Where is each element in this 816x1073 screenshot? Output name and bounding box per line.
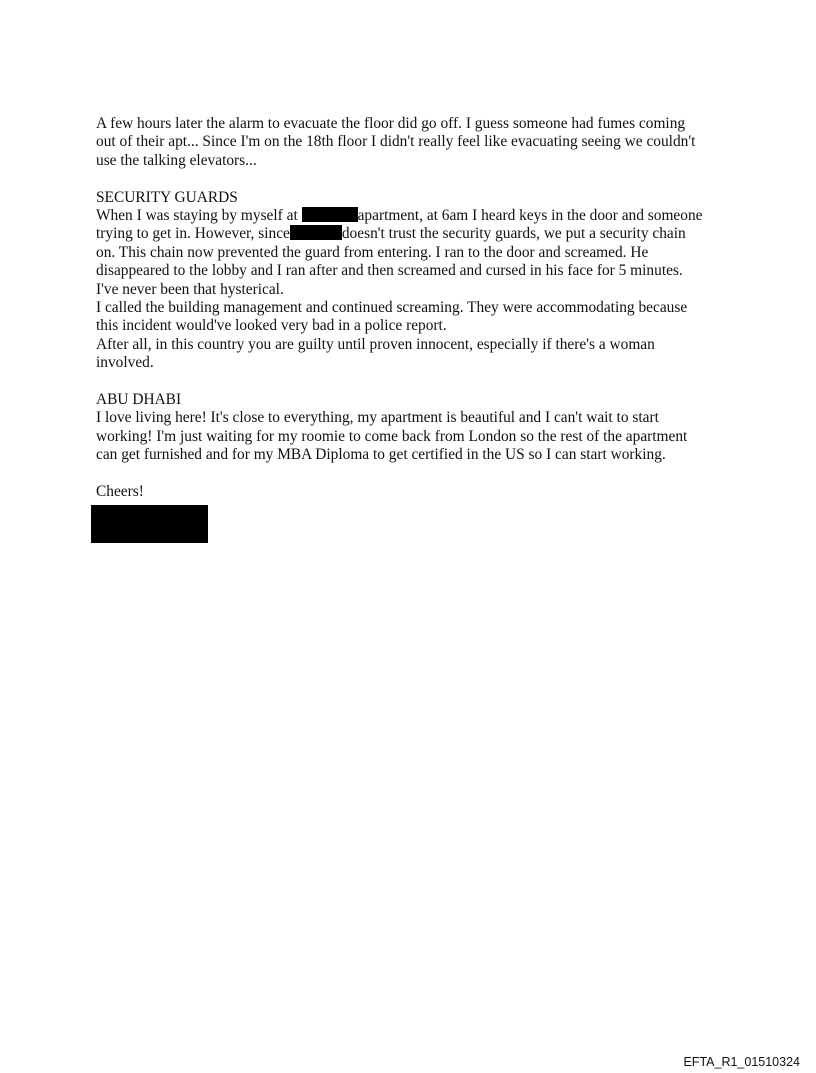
body-line: use the talking elevators... bbox=[96, 151, 257, 169]
body-line: I called the building management and continued screaming. They were accommodating because bbox=[96, 298, 688, 316]
body-line bbox=[96, 225, 736, 243]
signature-redaction-box bbox=[91, 505, 208, 543]
body-line: this incident would've looked very bad in a police report. bbox=[96, 317, 447, 335]
body-line bbox=[96, 207, 736, 225]
letter-body bbox=[96, 115, 736, 501]
paragraph-gap bbox=[96, 464, 736, 482]
body-line: After all, in this country you are guilty until proven innocent, especially if there's a woman bbox=[96, 335, 655, 353]
closing-line: Cheers! bbox=[96, 482, 144, 500]
paragraph-gap bbox=[96, 170, 736, 188]
paragraph-gap bbox=[96, 372, 736, 390]
redaction-box bbox=[290, 225, 342, 240]
body-line: disappeared to the lobby and I ran after and then screamed and cursed in his face for 5 minutes. bbox=[96, 262, 683, 280]
body-line: working! I'm just waiting for my roomie to come back from London so the rest of the apartment bbox=[96, 427, 688, 445]
body-line: involved. bbox=[96, 354, 154, 372]
body-line: A few hours later the alarm to evacuate the floor did go off. I guess someone had fumes coming bbox=[96, 115, 686, 132]
redaction-box bbox=[302, 207, 358, 222]
body-text-segment: When I was staying by myself at bbox=[96, 206, 302, 224]
body-line: on. This chain now prevented the guard from entering. I ran to the door and screamed. He bbox=[96, 243, 649, 261]
document-id: EFTA_R1_01510324 bbox=[683, 1055, 800, 1069]
body-line: can get furnished and for my MBA Diploma to get certified in the US so I can start working. bbox=[96, 446, 666, 464]
body-text-segment: trying to get in. However, since bbox=[96, 225, 290, 243]
body-text-segment: apartment, at 6am I heard keys in the door and someone bbox=[357, 206, 703, 224]
body-line: I love living here! It's close to everything, my apartment is beautiful and I can't wait to start bbox=[96, 409, 659, 427]
body-line: I've never been that hysterical. bbox=[96, 280, 284, 298]
section-heading-security: SECURITY GUARDS bbox=[96, 188, 238, 206]
section-heading-abu-dhabi: ABU DHABI bbox=[96, 390, 182, 408]
body-line: out of their apt... Since I'm on the 18th floor I didn't really feel like evacuating seeing we couldn't bbox=[96, 133, 696, 151]
body-text-segment: doesn't trust the security guards, we put a security chain bbox=[341, 225, 686, 243]
